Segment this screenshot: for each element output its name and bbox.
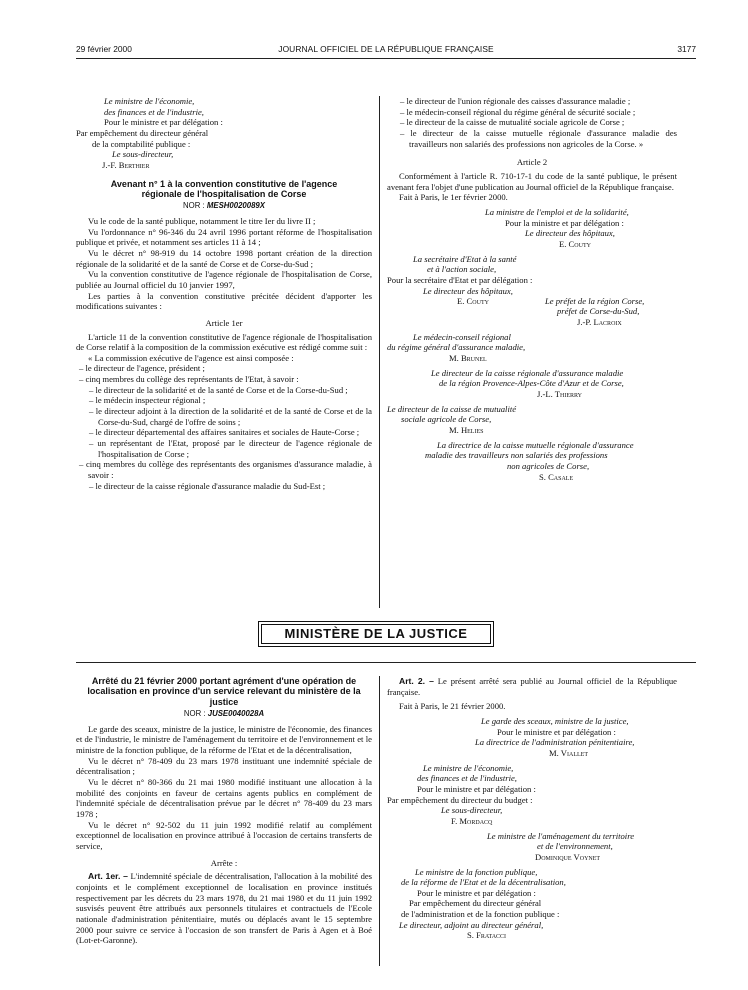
sig-name: M. Viallet	[549, 747, 588, 758]
visa-paragraph: Vu la convention constitutive de l'agence régionale de l'hospitalisation de Corse, publiée au Journal officiel du 10 janvier 1997,	[76, 269, 372, 290]
top-right-column	[387, 96, 677, 482]
column-divider-top	[379, 96, 380, 608]
quote-intro: « La commission exécutive de l'agence est ainsi composée :	[88, 352, 294, 363]
sig-line: Par empêchement du directeur général	[76, 127, 209, 138]
sig-name: E. Couty	[457, 296, 489, 307]
sig-title: La directrice de la caisse mutuelle régionale d'assurance	[437, 439, 634, 450]
sig-name: S. Fratacci	[467, 930, 507, 941]
sig-title: maladie des travailleurs non salariés des professions	[425, 450, 608, 461]
article-1-text: L'indemnité spéciale de décentralisation, l'allocation à la mobilité des conjoints et le complément exceptionnel de localisation en province institués respectivement par les décrets du 23 mars 1978, du 21 mai 1980 et du 11 juin 1992 susvisés peuvent être attribués aux personnels titulaires et contractuels de l'Ecole nationale d'administration pénitentiaire, mutés ou déplacés avant le 15 septembre 2000 pour suivre ce service à l'occasion de son transfert de Paris à Agen et à Boé (Lot-et-Garonne).	[76, 871, 373, 946]
article-2-paragraph	[387, 676, 677, 697]
nor-label: NOR :	[183, 201, 205, 211]
sig-title: sociale agricole de Corse,	[401, 414, 492, 425]
nor-reference	[76, 201, 372, 211]
nor-value: JUSE0040028A	[207, 709, 265, 719]
list-item: – le directeur de l'agence, président ;	[79, 363, 205, 374]
sig-line: Pour le ministre et par délégation :	[497, 726, 616, 737]
nor-value: MESH0020089X	[206, 201, 265, 211]
list-item: – le directeur adjoint à la direction de la solidarité et de la santé de Corse et de la Corse-du-Sud, chargé de l'offre de soins ;	[89, 406, 372, 427]
sig-title: et de l'environnement,	[537, 841, 613, 852]
list-item: – le médecin-conseil régional du régime général de sécurité sociale ;	[400, 106, 636, 117]
article-2-heading: Article 2	[516, 157, 548, 168]
sig-line: de la comptabilité publique :	[92, 138, 191, 149]
sig-title: Le ministre de l'aménagement du territoire	[487, 830, 635, 841]
visa-paragraph: Vu le code de la santé publique, notamment le titre Ier du livre II ;	[88, 215, 316, 226]
sig-title: Le ministre de l'économie,	[423, 762, 514, 773]
sig-title: et à l'action sociale,	[427, 264, 497, 275]
sig-title: de la réforme de l'Etat et de la décentralisation,	[401, 877, 566, 888]
visa-paragraph: Vu le décret n° 98-919 du 14 octobre 1998 portant création de la direction régionale de la solidarité et de la santé de Corse et de Corse-du-Sud ;	[76, 247, 372, 269]
sig-title: préfet de Corse-du-Sud,	[557, 306, 640, 317]
sig-line: Pour le ministre et par délégation :	[104, 117, 223, 128]
sig-title: Le directeur de la caisse régionale d'assurance maladie	[431, 367, 624, 378]
bottom-right-column	[387, 676, 677, 941]
signature-amenagement	[387, 831, 677, 863]
sig-name: F. Mordacq	[451, 815, 493, 826]
sig-line: Pour le ministre et par délégation :	[417, 783, 536, 794]
list-item: – un représentant de l'Etat, proposé par le directeur de l'agence régionale de l'hospitalisation de Corse ;	[89, 438, 372, 459]
bottom-left-column	[76, 676, 372, 946]
article-1-text: L'article 11 de la convention constitutive de l'agence régionale de l'hospitalisation de Corse relatif à la composition de la commission exécutive est rédigé comme suit :	[76, 331, 372, 353]
sig-title: La directrice de l'administration pénitentiaire,	[475, 737, 635, 748]
article-2-label: Art. 2. –	[399, 676, 434, 686]
article-1-paragraph	[76, 871, 372, 946]
article-1-heading: Article 1er	[205, 317, 243, 328]
sig-line: Pour la secrétaire d'Etat et par délégation :	[387, 274, 533, 285]
list-item: – cinq membres du collège des représentants de l'Etat, à savoir :	[79, 374, 299, 385]
avenant-title: Avenant n° 1 à la convention constitutive de l'agence régionale de l'hospitalisation de Corse	[110, 178, 338, 199]
place-date: Fait à Paris, le 21 février 2000.	[399, 701, 506, 712]
preamble-paragraph: Le garde des sceaux, ministre de la justice, le ministre de l'économie, des finances et de l'industrie, le ministre de l'aménagement du territoire et de l'environnement et le ministre de la fonction publique, de la réforme de l'Etat et de la décentralisation,	[76, 723, 372, 755]
list-item: – le directeur de la caisse régionale d'assurance maladie du Sud-Est ;	[89, 480, 326, 491]
sig-name: J.-L. Thierry	[537, 389, 582, 400]
sig-name: M. Brunel	[449, 353, 487, 364]
visa-paragraph: Vu le décret n° 92-502 du 11 juin 1992 modifié relatif au complément exceptionnel de localisation en province attribué à l'occasion de certains transferts de service,	[76, 819, 372, 851]
sig-title: Le garde des sceaux, ministre de la justice,	[481, 715, 629, 726]
article-2-text: Le présent arrêté sera publié au Journal officiel de la République française.	[387, 676, 677, 697]
list-item: – le directeur de la caisse mutuelle régionale d'assurance maladie des travailleurs non salariés des professions non agricoles de la Corse. »	[400, 127, 677, 149]
article-2-text: Conformément à l'article R. 710-17-1 du code de la santé publique, le présent avenant fera l'objet d'une publication au Journal officiel de la République française.	[387, 170, 677, 192]
sig-line: de l'administration et de la fonction publique :	[401, 909, 560, 920]
signature-prefet	[387, 296, 677, 328]
sig-line: Par empêchement du directeur général	[409, 898, 542, 909]
sig-title: Le directeur, adjoint au directeur général,	[399, 919, 544, 930]
list-item: – le directeur départemental des affaires sanitaires et sociales de Haute-Corse ;	[89, 427, 360, 438]
sig-title: Le directeur des hôpitaux,	[525, 228, 615, 239]
visa-paragraph: Vu l'ordonnance n° 96-346 du 24 avril 1996 portant réforme de l'hospitalisation publique et privée, et notamment ses articles 11 à 14 ;	[76, 226, 372, 248]
signature-medecin-conseil	[387, 332, 677, 364]
header-journal-title: JOURNAL OFFICIEL DE LA RÉPUBLIQUE FRANÇAISE	[278, 44, 494, 54]
sig-line: Pour le ministre et par délégation :	[417, 887, 536, 898]
signature-caisse-mutuelle	[387, 440, 677, 483]
list-item: – le directeur de la solidarité et de la santé de Corse et de la Corse-du-Sud ;	[89, 384, 348, 395]
sig-title: des finances et de l'industrie,	[417, 773, 517, 784]
sig-name: E. Couty	[559, 238, 591, 249]
signature-emploi	[387, 207, 677, 250]
signature-mutualite	[387, 404, 677, 436]
top-left-column	[76, 96, 372, 491]
sig-name: J.-F. Berthier	[102, 159, 150, 170]
list-item: – le directeur de la caisse de mutualité sociale agricole de Corse ;	[400, 117, 625, 128]
sig-name: J.-P. Lacroix	[577, 317, 622, 328]
arrete-title: Arrêté du 21 février 2000 portant agrément d'une opération de localisation en province d'un service relevant du ministère de la justice	[87, 676, 361, 707]
visa-paragraph: Les parties à la convention constitutive précitée décident d'apporter les modifications suivantes :	[76, 290, 372, 312]
sig-title: Le directeur de la caisse de mutualité	[387, 403, 517, 414]
sig-line: Par empêchement du directeur du budget :	[387, 794, 533, 805]
sig-title: La secrétaire d'Etat à la santé	[413, 253, 517, 264]
signature-garde-sceaux	[387, 716, 677, 759]
signature-block-economie	[76, 96, 372, 171]
sig-title: Le directeur des hôpitaux,	[423, 285, 513, 296]
sig-name: Dominique Voynet	[535, 851, 601, 862]
sig-title: Le ministre de la fonction publique,	[415, 866, 538, 877]
signature-economie	[387, 763, 677, 827]
sig-line: Le sous-directeur,	[112, 149, 174, 160]
visa-paragraph: Vu le décret n° 78-409 du 23 mars 1978 instituant une indemnité spéciale de décentralisation ;	[76, 755, 372, 777]
signature-caisse-regionale	[387, 368, 677, 400]
arrete-heading: Arrête :	[210, 857, 238, 868]
article-1-label: Art. 1er. –	[88, 871, 128, 882]
place-date: Fait à Paris, le 1er février 2000.	[399, 192, 508, 203]
sig-line: Le ministre de l'économie,	[104, 96, 195, 106]
sig-title: du régime général d'assurance maladie,	[387, 342, 526, 353]
sig-line: des finances et de l'industrie,	[104, 106, 204, 117]
column-divider-bottom	[379, 676, 380, 966]
sig-title: Le sous-directeur,	[441, 805, 503, 816]
sig-name: M. Helies	[449, 425, 484, 436]
list-item: – le médecin inspecteur régional ;	[89, 395, 206, 406]
nor-label: NOR :	[183, 709, 206, 719]
sig-title: Le préfet de la région Corse,	[545, 295, 645, 306]
ministry-banner	[258, 621, 494, 647]
sig-name: S. Casale	[539, 471, 574, 482]
header-date: 29 février 2000	[76, 44, 132, 54]
header-page-number: 3177	[677, 44, 696, 54]
sig-line: Pour la ministre et par délégation :	[505, 217, 624, 228]
sig-title: de la région Provence-Alpes-Côte d'Azur et de Corse,	[439, 378, 624, 389]
page-header	[76, 44, 696, 59]
list-item: – le directeur de l'union régionale des caisses d'assurance maladie ;	[400, 96, 631, 106]
nor-reference	[76, 709, 372, 719]
visa-paragraph: Vu le décret n° 80-366 du 21 mai 1980 modifié instituant une allocation à la mobilité des conjoints en faveur de certains agents publics en complément de l'indemnité spéciale de décentralisation prévue par le décret n° 78-409 du 23 mars 1978 ;	[76, 776, 372, 819]
sig-title: La ministre de l'emploi et de la solidarité,	[485, 206, 629, 217]
sig-title: Le médecin-conseil régional	[413, 331, 511, 342]
ministry-title: MINISTÈRE DE LA JUSTICE	[261, 624, 491, 644]
sig-title: non agricoles de Corse,	[507, 461, 590, 471]
signature-fonction-publique	[387, 867, 677, 942]
list-item: – cinq membres du collège des représentants des organismes d'assurance maladie, à savoir :	[79, 459, 372, 481]
section-rule	[76, 662, 696, 663]
